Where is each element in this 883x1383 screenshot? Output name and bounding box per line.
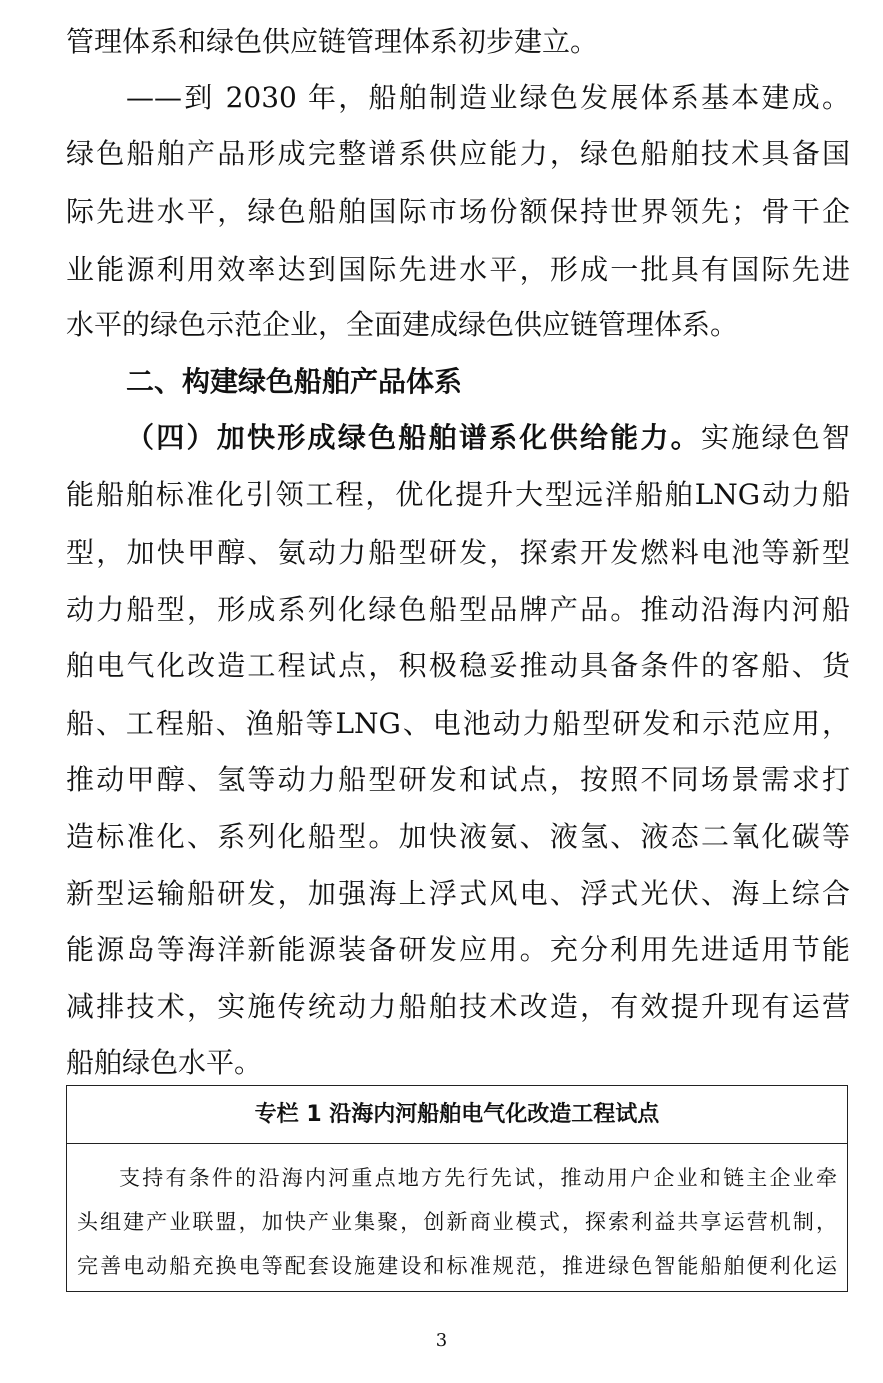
paragraph-line bbox=[126, 410, 850, 466]
paragraph-line: 减排技术，实施传统动力船舶技术改造，有效提升现有运营 bbox=[66, 990, 850, 1023]
box-text-line: 支持有条件的沿海内河重点地方先行先试，推动用户企业和链主企业牵 bbox=[119, 1166, 837, 1190]
page-number: 3 bbox=[435, 1330, 448, 1351]
box-text-line: 完善电动船充换电等配套设施建设和标准规范，推进绿色智能船舶便利化运 bbox=[77, 1254, 837, 1278]
paragraph-line: 推动甲醇、氢等动力船型研发和试点，按照不同场景需求打 bbox=[66, 763, 850, 796]
box-text-line: 头组建产业联盟，加快产业集聚，创新商业模式，探索利益共享运营机制， bbox=[77, 1210, 837, 1234]
paragraph-line: 业能源利用效率达到国际先进水平，形成一批具有国际先进 bbox=[66, 253, 850, 286]
paragraph-line: 能船舶标准化引领工程，优化提升大型远洋船舶LNG动力船 bbox=[66, 478, 850, 511]
box-title: 专栏 1 沿海内河船舶电气化改造工程试点 bbox=[67, 1086, 847, 1144]
paragraph-line: 际先进水平，绿色船舶国际市场份额保持世界领先；骨干企 bbox=[66, 195, 850, 228]
section-heading: 二、构建绿色船舶产品体系 bbox=[126, 365, 463, 398]
paragraph-line: 船舶绿色水平。 bbox=[66, 1046, 263, 1079]
paragraph-line: 型，加快甲醇、氨动力船型研发，探索开发燃料电池等新型 bbox=[66, 536, 850, 569]
paragraph-line: 动力船型，形成系列化绿色船型品牌产品。推动沿海内河船 bbox=[66, 593, 850, 626]
paragraph-line: ——到 2030 年，船舶制造业绿色发展体系基本建成。 bbox=[126, 81, 850, 114]
paragraph-line: 新型运输船研发，加强海上浮式风电、浮式光伏、海上综合 bbox=[66, 877, 850, 910]
paragraph-line: 舶电气化改造工程试点，积极稳妥推动具备条件的客船、货 bbox=[66, 649, 850, 682]
paragraph-text: 实施绿色智 bbox=[700, 421, 850, 454]
subsection-title: （四）加快形成绿色船舶谱系化供给能力。 bbox=[126, 421, 701, 454]
paragraph-line: 造标准化、系列化船型。加快液氨、液氢、液态二氧化碳等 bbox=[66, 820, 850, 853]
special-column-box bbox=[66, 1085, 848, 1292]
paragraph-line: 绿色船舶产品形成完整谱系供应能力，绿色船舶技术具备国 bbox=[66, 137, 850, 170]
paragraph-line: 管理体系和绿色供应链管理体系初步建立。 bbox=[66, 25, 599, 58]
paragraph-line: 能源岛等海洋新能源装备研发应用。充分利用先进适用节能 bbox=[66, 933, 850, 966]
paragraph-line: 水平的绿色示范企业，全面建成绿色供应链管理体系。 bbox=[66, 308, 739, 341]
paragraph-line: 船、工程船、渔船等LNG、电池动力船型研发和示范应用， bbox=[66, 707, 850, 740]
